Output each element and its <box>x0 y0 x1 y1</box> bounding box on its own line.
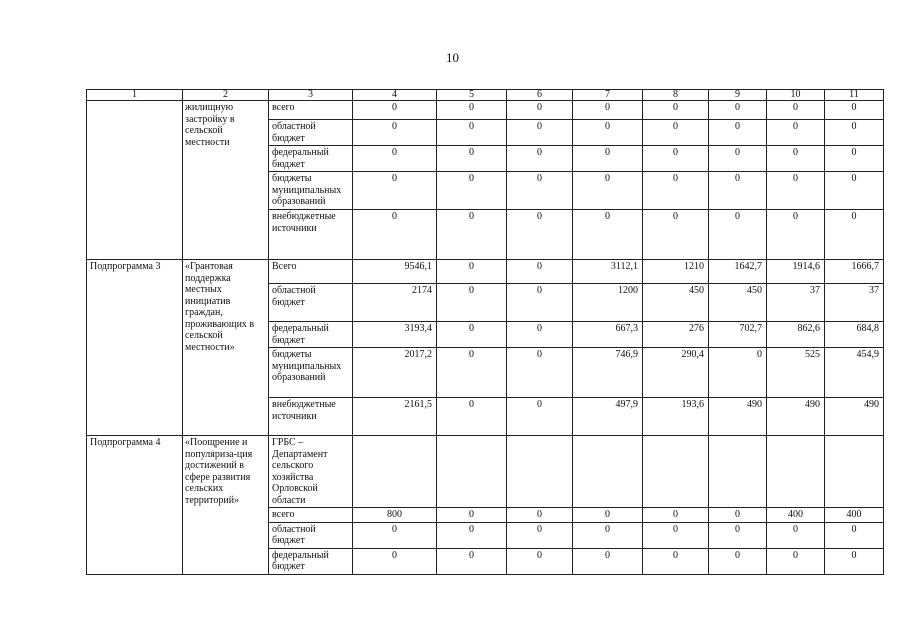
column-header: 2 <box>183 90 269 101</box>
value-cell: 0 <box>437 146 507 172</box>
value-cell: 0 <box>825 172 884 210</box>
value-cell: 0 <box>709 120 767 146</box>
value-cell: 0 <box>643 508 709 523</box>
program-description-cell: «Поощрение и популяриза-ция достижений в сфере развития сельских территорий» <box>183 436 269 575</box>
value-cell: 0 <box>437 284 507 322</box>
funding-source-cell: областной бюджет <box>269 522 353 548</box>
column-header: 7 <box>573 90 643 101</box>
value-cell: 0 <box>507 172 573 210</box>
value-cell: 0 <box>709 348 767 398</box>
value-cell: 0 <box>507 508 573 523</box>
value-cell: 450 <box>709 284 767 322</box>
funding-source-cell: ГРБС – Департамент сельского хозяйства Орловской области <box>269 436 353 508</box>
value-cell <box>825 436 884 508</box>
value-cell: 0 <box>643 146 709 172</box>
value-cell: 0 <box>437 508 507 523</box>
value-cell: 0 <box>507 322 573 348</box>
value-cell: 0 <box>825 548 884 574</box>
value-cell: 0 <box>437 260 507 284</box>
value-cell: 490 <box>709 398 767 436</box>
value-cell: 490 <box>767 398 825 436</box>
column-header: 10 <box>767 90 825 101</box>
value-cell: 0 <box>643 210 709 260</box>
funding-source-cell: областной бюджет <box>269 120 353 146</box>
column-header: 11 <box>825 90 884 101</box>
value-cell: 0 <box>573 172 643 210</box>
value-cell: 800 <box>353 508 437 523</box>
value-cell <box>709 436 767 508</box>
value-cell: 684,8 <box>825 322 884 348</box>
value-cell: 0 <box>507 260 573 284</box>
value-cell: 0 <box>353 172 437 210</box>
program-cell: Подпрограмма 4 <box>87 436 183 575</box>
value-cell: 400 <box>767 508 825 523</box>
value-cell: 0 <box>767 146 825 172</box>
value-cell: 37 <box>767 284 825 322</box>
value-cell: 0 <box>507 101 573 120</box>
value-cell: 0 <box>507 210 573 260</box>
value-cell: 0 <box>709 146 767 172</box>
value-cell: 0 <box>353 210 437 260</box>
value-cell: 193,6 <box>643 398 709 436</box>
value-cell: 0 <box>767 172 825 210</box>
value-cell <box>353 436 437 508</box>
value-cell: 9546,1 <box>353 260 437 284</box>
column-header: 3 <box>269 90 353 101</box>
financing-table <box>86 89 884 575</box>
value-cell: 0 <box>507 348 573 398</box>
value-cell: 1200 <box>573 284 643 322</box>
value-cell: 0 <box>573 101 643 120</box>
value-cell: 0 <box>709 508 767 523</box>
funding-source-cell: федеральный бюджет <box>269 548 353 574</box>
funding-source-cell: областной бюджет <box>269 284 353 322</box>
funding-source-cell: федеральный бюджет <box>269 146 353 172</box>
value-cell: 1642,7 <box>709 260 767 284</box>
program-description-cell: жилищную застройку в сельской местности <box>183 101 269 260</box>
value-cell: 0 <box>353 120 437 146</box>
value-cell: 0 <box>437 101 507 120</box>
table-row <box>87 436 884 508</box>
funding-source-cell: бюджеты муниципальных образований <box>269 348 353 398</box>
value-cell: 0 <box>437 398 507 436</box>
column-header: 4 <box>353 90 437 101</box>
value-cell: 454,9 <box>825 348 884 398</box>
value-cell: 0 <box>573 548 643 574</box>
value-cell: 0 <box>507 284 573 322</box>
value-cell: 0 <box>767 101 825 120</box>
column-header: 5 <box>437 90 507 101</box>
value-cell: 746,9 <box>573 348 643 398</box>
value-cell: 0 <box>643 120 709 146</box>
value-cell: 0 <box>353 146 437 172</box>
value-cell: 0 <box>767 548 825 574</box>
value-cell: 0 <box>643 548 709 574</box>
value-cell: 1914,6 <box>767 260 825 284</box>
program-description-cell: «Грантовая поддержка местных инициатив граждан, проживающих в сельской местности» <box>183 260 269 436</box>
value-cell: 2161,5 <box>353 398 437 436</box>
value-cell: 0 <box>709 101 767 120</box>
column-header: 8 <box>643 90 709 101</box>
funding-source-cell: всего <box>269 508 353 523</box>
value-cell: 0 <box>573 522 643 548</box>
column-header: 6 <box>507 90 573 101</box>
value-cell: 0 <box>437 348 507 398</box>
value-cell: 0 <box>353 548 437 574</box>
value-cell: 0 <box>437 210 507 260</box>
value-cell: 0 <box>643 101 709 120</box>
funding-source-cell: Всего <box>269 260 353 284</box>
value-cell: 667,3 <box>573 322 643 348</box>
funding-source-cell: всего <box>269 101 353 120</box>
value-cell: 0 <box>437 548 507 574</box>
value-cell: 400 <box>825 508 884 523</box>
value-cell <box>437 436 507 508</box>
funding-source-cell: внебюджетные источники <box>269 210 353 260</box>
value-cell: 3193,4 <box>353 322 437 348</box>
funding-source-cell: бюджеты муниципальных образований <box>269 172 353 210</box>
value-cell: 0 <box>825 210 884 260</box>
value-cell: 0 <box>573 210 643 260</box>
value-cell: 0 <box>825 120 884 146</box>
value-cell: 0 <box>825 522 884 548</box>
funding-source-cell: внебюджетные источники <box>269 398 353 436</box>
value-cell: 0 <box>767 522 825 548</box>
page-number: 10 <box>446 50 459 65</box>
value-cell: 0 <box>353 101 437 120</box>
value-cell: 0 <box>643 172 709 210</box>
value-cell: 0 <box>767 210 825 260</box>
value-cell: 0 <box>507 548 573 574</box>
value-cell: 2017,2 <box>353 348 437 398</box>
value-cell: 0 <box>709 172 767 210</box>
value-cell <box>507 436 573 508</box>
value-cell: 37 <box>825 284 884 322</box>
value-cell: 3112,1 <box>573 260 643 284</box>
value-cell: 290,4 <box>643 348 709 398</box>
value-cell: 702,7 <box>709 322 767 348</box>
value-cell: 0 <box>353 522 437 548</box>
value-cell <box>573 436 643 508</box>
header-row <box>87 90 884 101</box>
value-cell: 0 <box>709 210 767 260</box>
value-cell <box>767 436 825 508</box>
table-row <box>87 101 884 120</box>
value-cell: 490 <box>825 398 884 436</box>
funding-source-cell: федеральный бюджет <box>269 322 353 348</box>
value-cell: 0 <box>507 146 573 172</box>
value-cell: 525 <box>767 348 825 398</box>
value-cell: 1210 <box>643 260 709 284</box>
value-cell: 497,9 <box>573 398 643 436</box>
value-cell: 450 <box>643 284 709 322</box>
value-cell: 1666,7 <box>825 260 884 284</box>
column-header: 1 <box>87 90 183 101</box>
value-cell: 862,6 <box>767 322 825 348</box>
value-cell: 0 <box>709 522 767 548</box>
value-cell: 0 <box>825 146 884 172</box>
value-cell: 0 <box>437 120 507 146</box>
value-cell: 0 <box>573 508 643 523</box>
value-cell: 0 <box>573 146 643 172</box>
value-cell: 0 <box>825 101 884 120</box>
value-cell: 0 <box>767 120 825 146</box>
value-cell: 0 <box>507 120 573 146</box>
value-cell: 0 <box>507 398 573 436</box>
value-cell <box>643 436 709 508</box>
value-cell: 0 <box>709 548 767 574</box>
value-cell: 276 <box>643 322 709 348</box>
value-cell: 0 <box>507 522 573 548</box>
program-cell <box>87 101 183 260</box>
column-header: 9 <box>709 90 767 101</box>
table-row <box>87 260 884 284</box>
value-cell: 0 <box>437 522 507 548</box>
value-cell: 0 <box>643 522 709 548</box>
value-cell: 0 <box>437 172 507 210</box>
value-cell: 0 <box>437 322 507 348</box>
program-cell: Подпрограмма 3 <box>87 260 183 436</box>
value-cell: 2174 <box>353 284 437 322</box>
value-cell: 0 <box>573 120 643 146</box>
